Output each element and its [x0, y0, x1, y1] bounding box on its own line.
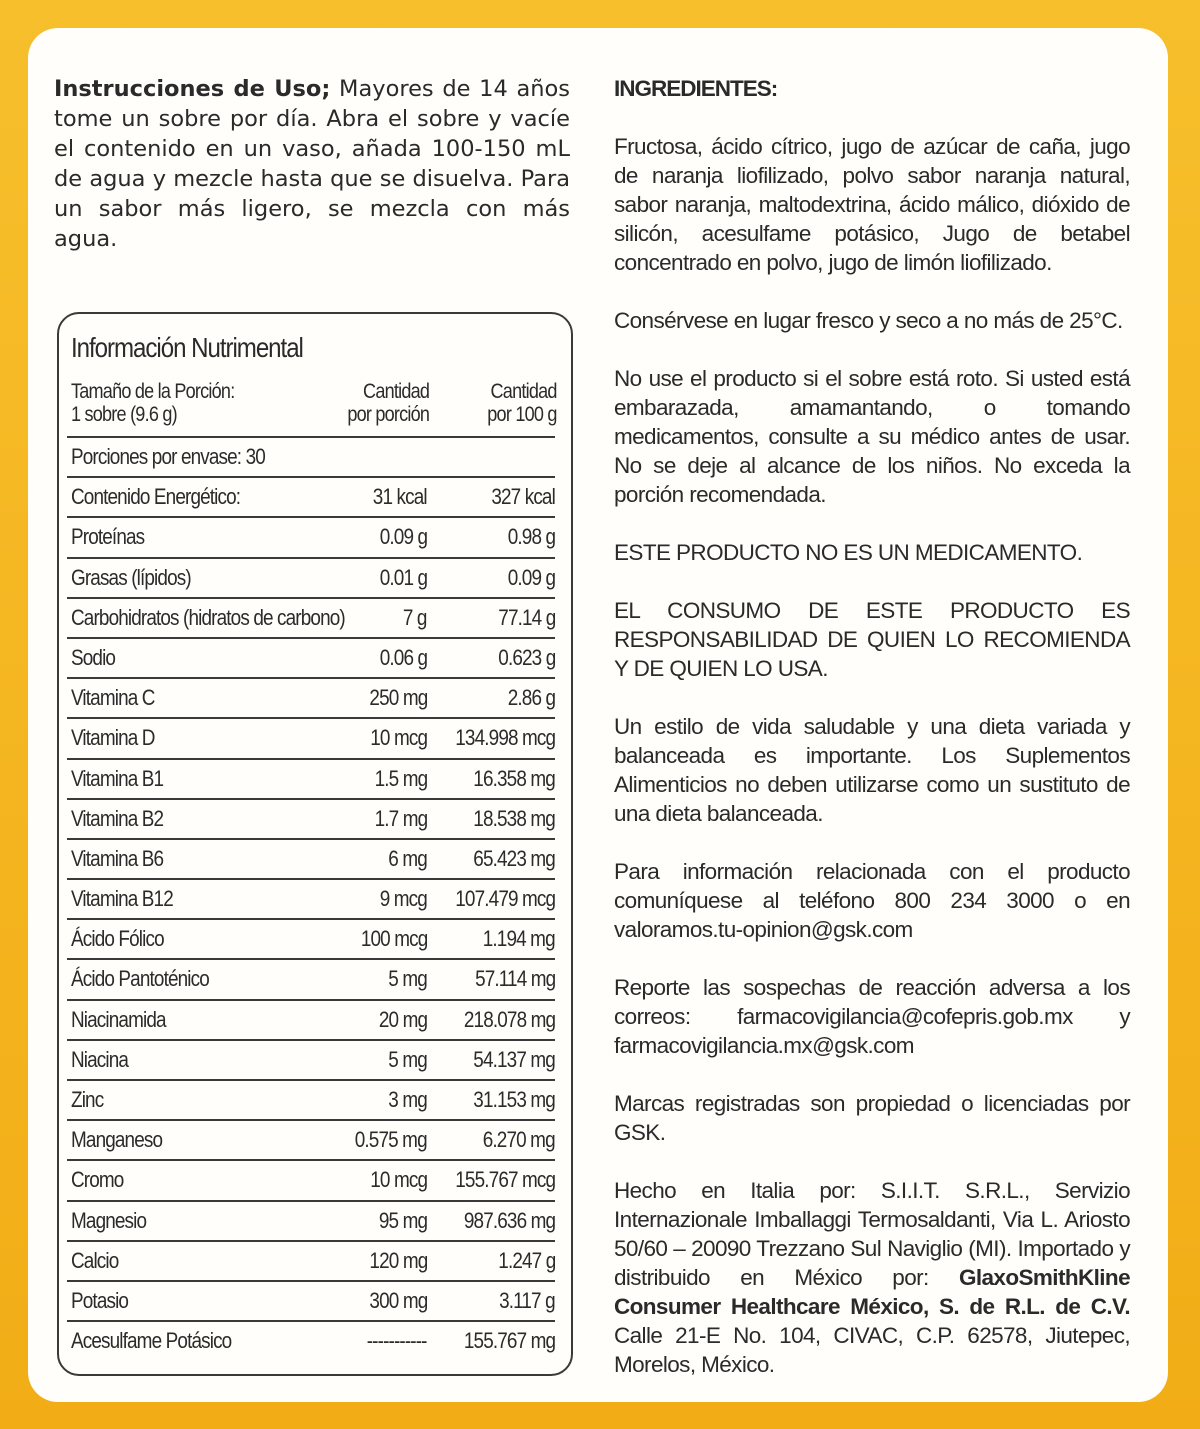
nutrient-row	[67, 717, 555, 757]
nutrient-per-serving: 10 mcg	[370, 1167, 427, 1193]
nutrient-name: Vitamina D	[71, 725, 155, 751]
nutrient-per-serving: 0.01 g	[379, 564, 427, 590]
nutrient-name: Calcio	[71, 1247, 119, 1273]
warning-text: No use el producto si el sobre está roto. Si usted está embarazada, amamantando, o tomando medicamentos, consulte a su médico antes de usar. No se deje al alcance de los niños. No exceda la porción recomendada.	[614, 366, 1130, 507]
importer-name: GlaxoSmithKline Consumer Healthcare México, S. de R.L. de C.V.	[614, 1265, 1130, 1319]
serving-size-title: Tamaño de la Porción:	[71, 380, 235, 403]
nutrient-per-serving: 0.575 mg	[354, 1127, 427, 1153]
nutrient-name: Acesulfame Potásico	[71, 1328, 232, 1354]
nutrient-row	[67, 758, 555, 798]
nutrient-row	[67, 878, 555, 918]
nutrient-per-100g: 2.86 g	[507, 685, 555, 711]
nutrient-per-serving: 0.06 g	[379, 644, 427, 670]
nutrient-row	[67, 1119, 555, 1159]
contact-text: Para información relacionada con el producto comuníquese al teléfono 800 234 3000 o en valoramos.tu-opinion@gsk.com	[614, 859, 1130, 942]
nutrient-name: Proteínas	[71, 524, 145, 550]
nutrient-per-serving: 100 mcg	[360, 926, 427, 952]
nutrient-row	[67, 1280, 555, 1320]
instructions-text: Mayores de 14 años tome un sobre por día. Abra el sobre y vacíe el contenido en un vaso, añada 100-150 mL de agua y mezcle hasta que se disuelva. Para un sabor más ligero, se mezcla con más agua.	[54, 76, 570, 252]
nutrient-per-100g: 31.153 mg	[473, 1087, 555, 1112]
nutrient-row	[67, 597, 555, 637]
ingredients-heading: INGREDIENTES:	[614, 76, 778, 101]
nutrient-per-100g: 54.137 mg	[473, 1046, 555, 1072]
responsibility-text: EL CONSUMO DE ESTE PRODUCTO ES RESPONSABILIDAD DE QUIEN LO RECOMIENDA Y DE QUIEN LO USA.	[614, 598, 1130, 681]
nutrient-row	[67, 1039, 555, 1079]
nutrient-per-100g: 6.270 mg	[482, 1127, 555, 1153]
importer-address: Calle 21-E No. 104, CIVAC, C.P. 62578, Jiutepec, Morelos, México.	[614, 1323, 1130, 1377]
nutrient-row	[67, 1159, 555, 1199]
nutrient-name: Vitamina C	[71, 685, 155, 711]
nutrient-per-100g: 1.194 mg	[482, 926, 555, 952]
nutrient-per-serving: 120 mg	[369, 1247, 427, 1273]
nutrient-name: Cromo	[71, 1167, 124, 1193]
nutrient-row	[67, 798, 555, 838]
nutrient-name: Vitamina B1	[71, 765, 164, 791]
nutrient-row	[67, 1079, 555, 1119]
right-column	[614, 74, 1130, 1408]
nutrient-per-serving: 7 g	[403, 604, 427, 630]
nutrient-per-100g: 107.479 mcg	[455, 886, 555, 912]
nutrient-row	[67, 1200, 555, 1240]
nutrient-name: Carbohidratos (hidratos de carbono)	[71, 604, 345, 630]
nutrient-per-100g: 0.623 g	[497, 644, 555, 670]
nutrient-per-100g: 134.998 mcg	[455, 725, 555, 751]
per-100g-header-line1: Cantidad	[490, 380, 557, 403]
nutrient-row	[67, 1240, 555, 1280]
nutrient-per-serving: 95 mg	[378, 1207, 427, 1233]
per-serving-header-line1: Cantidad	[362, 380, 429, 403]
nutrient-per-serving: 5 mg	[388, 966, 427, 992]
nutrient-per-100g: 16.358 mg	[473, 765, 555, 791]
nutrient-per-serving: 20 mg	[378, 1006, 427, 1032]
nutrient-row	[67, 476, 555, 516]
nutrient-per-100g: 77.14 g	[497, 604, 555, 630]
nutrition-header	[71, 380, 557, 432]
nutrient-name: Vitamina B12	[71, 886, 173, 912]
nutrient-per-100g: 57.114 mg	[474, 966, 555, 992]
trademarks-text: Marcas registradas son propiedad o licenciadas por GSK.	[614, 1091, 1130, 1145]
nutrient-per-100g: 0.98 g	[507, 524, 555, 550]
servings-per-container: Porciones por envase: 30	[71, 444, 265, 469]
per-serving-header-line2: por porción	[347, 403, 429, 426]
nutrient-name: Niacinamida	[71, 1006, 166, 1032]
nutrient-per-serving: 250 mg	[369, 685, 427, 711]
nutrient-per-100g: 65.423 mg	[473, 845, 555, 871]
nutrient-per-serving: 0.09 g	[379, 524, 427, 550]
nutrient-per-100g: 327 kcal	[491, 484, 555, 510]
per-100g-header-line2: por 100 g	[487, 403, 557, 426]
nutrient-name: Vitamina B6	[71, 845, 164, 871]
nutrient-row	[67, 677, 555, 717]
lifestyle-text: Un estilo de vida saludable y una dieta variada y balanceada es importante. Los Suplementos Alimenticios no deben utilizarse como un sustituto de una dieta balanceada.	[614, 714, 1130, 826]
nutrition-facts-table	[57, 312, 573, 1376]
nutrient-per-serving: 5 mg	[388, 1046, 427, 1072]
nutrient-per-serving: 10 mcg	[370, 725, 427, 751]
nutrient-name: Zinc	[71, 1087, 104, 1112]
nutrition-rows	[67, 436, 555, 1360]
nutrient-name: Magnesio	[71, 1207, 147, 1233]
nutrient-per-100g: 3.117 g	[499, 1287, 555, 1313]
nutrient-row	[67, 918, 555, 958]
nutrient-name: Sodio	[71, 644, 116, 670]
nutrient-per-serving: 31 kcal	[373, 484, 427, 510]
nutrient-per-100g: 18.538 mg	[473, 805, 555, 831]
nutrient-name: Potasio	[71, 1287, 129, 1313]
not-medicine-text: ESTE PRODUCTO NO ES UN MEDICAMENTO.	[614, 540, 1083, 565]
instructions-label: Instrucciones de Uso;	[54, 76, 331, 102]
nutrient-per-100g: 155.767 mcg	[455, 1167, 555, 1193]
manufacturer-text	[614, 1176, 1130, 1379]
nutrient-name: Contenido Energético:	[71, 484, 241, 510]
nutrient-name: Grasas (lípidos)	[71, 564, 191, 590]
nutrient-per-serving: 300 mg	[369, 1287, 427, 1313]
made-in-text: Hecho en Italia por: S.I.I.T. S.R.L., Servizio Internazionale Imballaggi Termosaldanti, Via L. Ariosto 50/60 – 20090 Trezzano Sul Naviglio (MI). Importado y distribuido en México por:	[614, 1178, 1130, 1290]
nutrient-per-100g: 155.767 mg	[463, 1328, 555, 1354]
nutrient-per-100g: 987.636 mg	[463, 1207, 555, 1233]
nutrient-per-serving: -----------	[367, 1328, 427, 1354]
nutrient-row	[67, 1320, 555, 1360]
serving-size-value: 1 sobre (9.6 g)	[71, 403, 177, 426]
ingredients-text: Fructosa, ácido cítrico, jugo de azúcar de caña, jugo de naranja liofilizado, polvo sabor naranja natural, sabor naranja, maltodextrina, ácido málico, dióxido de silicón, acesulfame potásico, Jugo de betabel concentrado en polvo, jugo de limón liofilizado.	[614, 134, 1130, 275]
nutrient-per-100g: 218.078 mg	[463, 1006, 555, 1032]
storage-text: Consérvese en lugar fresco y seco a no más de 25°C.	[614, 308, 1123, 333]
nutrient-row	[67, 637, 555, 677]
per-100g-header	[488, 380, 557, 426]
nutrient-per-serving: 1.5 mg	[374, 765, 427, 791]
nutrition-title: Información Nutrimental	[71, 332, 303, 363]
nutrient-row	[67, 958, 555, 998]
serving-size-label	[71, 380, 234, 426]
nutrient-row	[67, 999, 555, 1039]
nutrient-per-serving: 3 mg	[388, 1087, 427, 1112]
nutrient-name: Manganeso	[71, 1127, 163, 1153]
nutrient-name: Niacina	[71, 1046, 129, 1072]
nutrient-per-serving: 9 mcg	[379, 886, 427, 912]
per-serving-header	[347, 380, 429, 426]
nutrient-row	[67, 838, 555, 878]
nutrient-per-serving: 6 mg	[388, 845, 427, 871]
nutrient-name: Vitamina B2	[71, 805, 164, 831]
nutrient-per-100g: 0.09 g	[507, 564, 555, 590]
nutrient-per-100g: 1.247 g	[497, 1247, 555, 1273]
adverse-reaction-text: Reporte las sospechas de reacción adversa a los correos: farmacovigilancia@cofepris.gob.mx y farmacovigilancia.mx@gsk.com	[614, 975, 1130, 1058]
servings-per-container-row	[67, 436, 555, 476]
nutrient-name: Ácido Fólico	[71, 926, 164, 952]
nutrient-name: Ácido Pantoténico	[71, 966, 209, 992]
nutrient-row	[67, 557, 555, 597]
nutrient-row	[67, 516, 555, 556]
nutrient-per-serving: 1.7 mg	[374, 805, 427, 831]
usage-instructions	[54, 74, 570, 254]
